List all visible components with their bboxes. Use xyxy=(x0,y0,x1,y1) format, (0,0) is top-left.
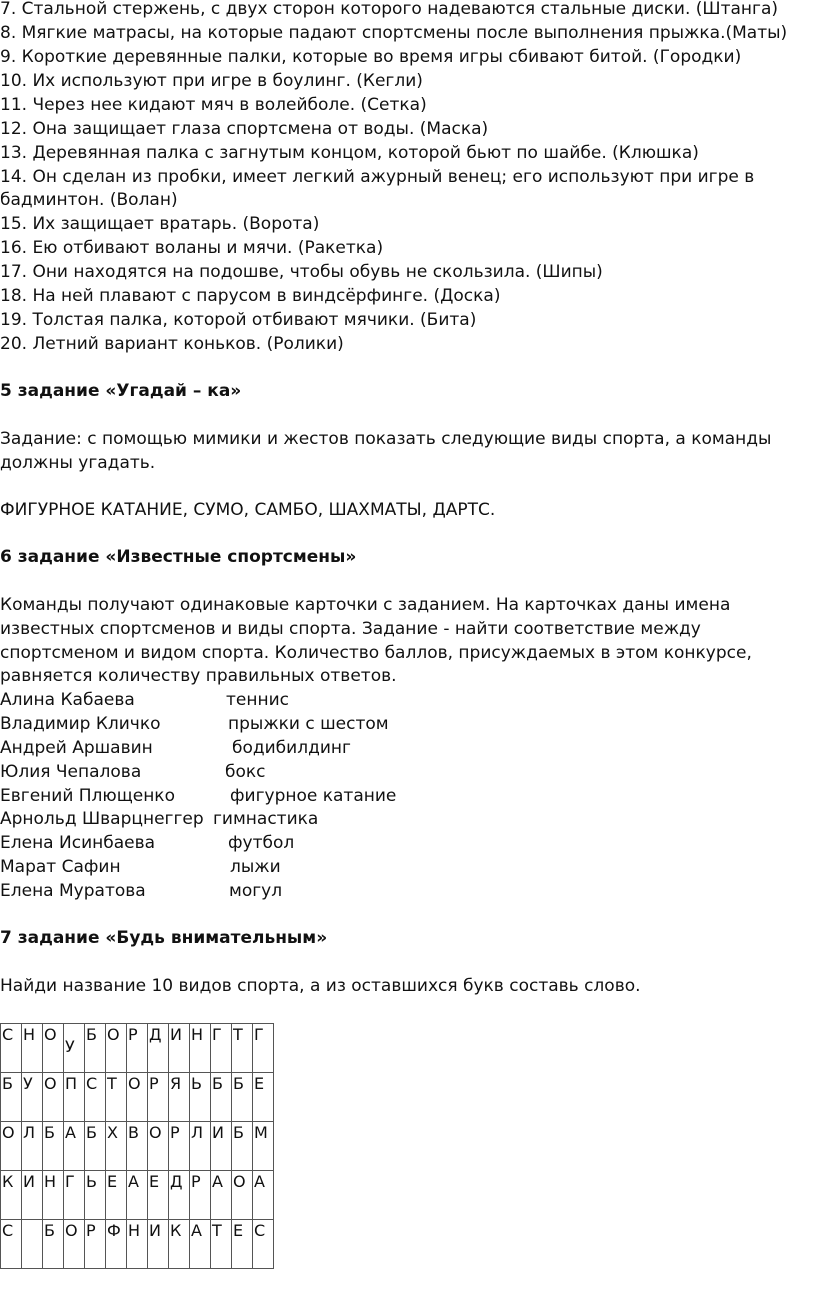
grid-cell: Д xyxy=(169,1171,190,1220)
grid-cell: Ь xyxy=(85,1171,106,1220)
grid-cell: И xyxy=(169,1024,190,1073)
sport-name: могул xyxy=(229,881,283,901)
grid-cell: Б xyxy=(85,1024,106,1073)
sport-name: футбол xyxy=(228,833,295,853)
grid-row xyxy=(1,1220,274,1269)
grid-row xyxy=(1,1024,274,1073)
grid-cell: Т xyxy=(232,1024,253,1073)
quiz-item-14: 14. Он сделан из пробки, имеет легкий ажурный венец; его используют при игре в xyxy=(0,167,755,187)
grid-cell: Н xyxy=(43,1171,64,1220)
athlete-name: Алина Кабаева xyxy=(0,690,135,710)
grid-cell: Б xyxy=(211,1073,232,1122)
grid-cell: Ь xyxy=(190,1073,211,1122)
grid-cell: Г xyxy=(64,1171,85,1220)
grid-cell: Б xyxy=(1,1073,22,1122)
grid-cell: Б xyxy=(232,1122,253,1171)
quiz-item-12: 12. Она защищает глаза спортсмена от воды. (Маска) xyxy=(0,119,489,139)
grid-cell: К xyxy=(1,1171,22,1220)
grid-cell: Т xyxy=(211,1220,232,1269)
grid-cell: О xyxy=(127,1073,148,1122)
grid-cell: Б xyxy=(43,1122,64,1171)
quiz-item-8: 8. Мягкие матрасы, на которые падают спортсмены после выполнения прыжка.(Маты) xyxy=(0,23,788,43)
grid-row xyxy=(1,1171,274,1220)
grid-cell: И xyxy=(148,1220,169,1269)
grid-cell: А xyxy=(64,1122,85,1171)
grid-cell: Г xyxy=(211,1024,232,1073)
grid-cell: О xyxy=(232,1171,253,1220)
athlete-name: Евгений Плющенко xyxy=(0,786,175,806)
task6-heading: 6 задание «Известные спортсмены» xyxy=(0,547,357,567)
grid-cell: М xyxy=(253,1122,274,1171)
grid-cell: С xyxy=(253,1220,274,1269)
grid-cell: И xyxy=(211,1122,232,1171)
grid-cell: Д xyxy=(148,1024,169,1073)
grid-cell: Е xyxy=(106,1171,127,1220)
grid-cell xyxy=(64,1024,85,1073)
grid-cell: А xyxy=(253,1171,274,1220)
athlete-name: Елена Исинбаева xyxy=(0,833,156,853)
grid-cell: Б xyxy=(43,1220,64,1269)
grid-cell: С xyxy=(1,1220,22,1269)
grid-row xyxy=(1,1122,274,1171)
quiz-item-11: 11. Через нее кидают мяч в волейболе. (Сетка) xyxy=(0,95,427,115)
sport-name: бокс xyxy=(225,762,266,782)
task5-heading: 5 задание «Угадай – ка» xyxy=(0,381,242,401)
grid-cell: Л xyxy=(22,1122,43,1171)
quiz-item-15: 15. Их защищает вратарь. (Ворота) xyxy=(0,214,320,234)
sport-name: прыжки с шестом xyxy=(228,714,389,734)
grid-cell: Е xyxy=(253,1073,274,1122)
grid-cell: В xyxy=(127,1122,148,1171)
athlete-name: Владимир Кличко xyxy=(0,714,161,734)
grid-cell-letter: У xyxy=(65,1037,75,1056)
task5-sports-list: ФИГУРНОЕ КАТАНИЕ, СУМО, САМБО, ШАХМАТЫ, ДАРТС. xyxy=(0,500,496,520)
grid-cell: Г xyxy=(253,1024,274,1073)
grid-cell: Н xyxy=(127,1220,148,1269)
sport-name: гимнастика xyxy=(213,809,319,829)
grid-cell: Р xyxy=(169,1122,190,1171)
athlete-name: Марат Сафин xyxy=(0,857,121,877)
grid-cell: У xyxy=(22,1073,43,1122)
grid-cell: А xyxy=(190,1220,211,1269)
grid-cell: Н xyxy=(22,1024,43,1073)
task6-text-line3: спортсменом и видом спорта. Количество баллов, присуждаемых в этом конкурсе, xyxy=(0,643,752,663)
grid-cell: Р xyxy=(127,1024,148,1073)
grid-row xyxy=(1,1073,274,1122)
grid-cell: С xyxy=(85,1073,106,1122)
sport-name: бодибилдинг xyxy=(232,738,351,758)
grid-cell: О xyxy=(64,1220,85,1269)
grid-cell: Х xyxy=(106,1122,127,1171)
task5-text-line1: Задание: с помощью мимики и жестов показать следующие виды спорта, а команды xyxy=(0,429,772,449)
quiz-item-19: 19. Толстая палка, которой отбивают мячики. (Бита) xyxy=(0,310,477,330)
quiz-item-16: 16. Ею отбивают воланы и мячи. (Ракетка) xyxy=(0,238,384,258)
grid-cell: Т xyxy=(106,1073,127,1122)
grid-cell: И xyxy=(22,1171,43,1220)
quiz-item-17: 17. Они находятся на подошве, чтобы обувь не скользила. (Шипы) xyxy=(0,262,603,282)
athlete-name: Юлия Чепалова xyxy=(0,762,142,782)
grid-cell: Е xyxy=(232,1220,253,1269)
grid-cell: Р xyxy=(148,1073,169,1122)
grid-cell: А xyxy=(127,1171,148,1220)
quiz-item-13: 13. Деревянная палка с загнутым концом, которой бьют по шайбе. (Клюшка) xyxy=(0,143,699,163)
athlete-name: Андрей Аршавин xyxy=(0,738,153,758)
letter-grid xyxy=(0,1023,274,1269)
grid-cell: Е xyxy=(148,1171,169,1220)
grid-cell: С xyxy=(1,1024,22,1073)
grid-cell: К xyxy=(169,1220,190,1269)
grid-cell: Ф xyxy=(106,1220,127,1269)
grid-cell: О xyxy=(106,1024,127,1073)
grid-cell: О xyxy=(1,1122,22,1171)
sport-name: теннис xyxy=(226,690,289,710)
sport-name: фигурное катание xyxy=(230,786,397,806)
quiz-item-18: 18. На ней плавают с парусом в виндсёрфинге. (Доска) xyxy=(0,286,501,306)
quiz-item-14-cont: бадминтон. (Волан) xyxy=(0,190,178,210)
grid-cell: О xyxy=(43,1024,64,1073)
task6-text-line2: известных спортсменов и виды спорта. Задание - найти соответствие между xyxy=(0,619,701,639)
quiz-item-10: 10. Их используют при игре в боулинг. (Кегли) xyxy=(0,71,423,91)
athlete-name: Елена Муратова xyxy=(0,881,146,901)
task7-heading: 7 задание «Будь внимательным» xyxy=(0,928,328,948)
task6-text-line4: равняется количеству правильных ответов. xyxy=(0,666,397,686)
grid-cell: Р xyxy=(85,1220,106,1269)
grid-cell: О xyxy=(148,1122,169,1171)
quiz-item-20: 20. Летний вариант коньков. (Ролики) xyxy=(0,334,344,354)
sport-name: лыжи xyxy=(230,857,281,877)
grid-cell: А xyxy=(211,1171,232,1220)
grid-cell: Л xyxy=(190,1122,211,1171)
grid-cell: Р xyxy=(190,1171,211,1220)
grid-cell: Б xyxy=(85,1122,106,1171)
quiz-item-7: 7. Стальной стержень, с двух сторон которого надеваются стальные диски. (Штанга) xyxy=(0,0,779,19)
task6-text-line1: Команды получают одинаковые карточки с заданием. На карточках даны имена xyxy=(0,595,731,615)
athlete-name: Арнольд Шварцнеггер xyxy=(0,809,204,829)
grid-cell: Б xyxy=(232,1073,253,1122)
task7-text: Найди название 10 видов спорта, а из оставшихся букв составь слово. xyxy=(0,976,641,996)
grid-cell: Я xyxy=(169,1073,190,1122)
grid-cell: П xyxy=(64,1073,85,1122)
grid-cell: Н xyxy=(190,1024,211,1073)
grid-cell xyxy=(22,1220,43,1269)
quiz-item-9: 9. Короткие деревянные палки, которые во время игры сбивают битой. (Городки) xyxy=(0,47,742,67)
grid-cell: О xyxy=(43,1073,64,1122)
task5-text-line2: должны угадать. xyxy=(0,453,156,473)
